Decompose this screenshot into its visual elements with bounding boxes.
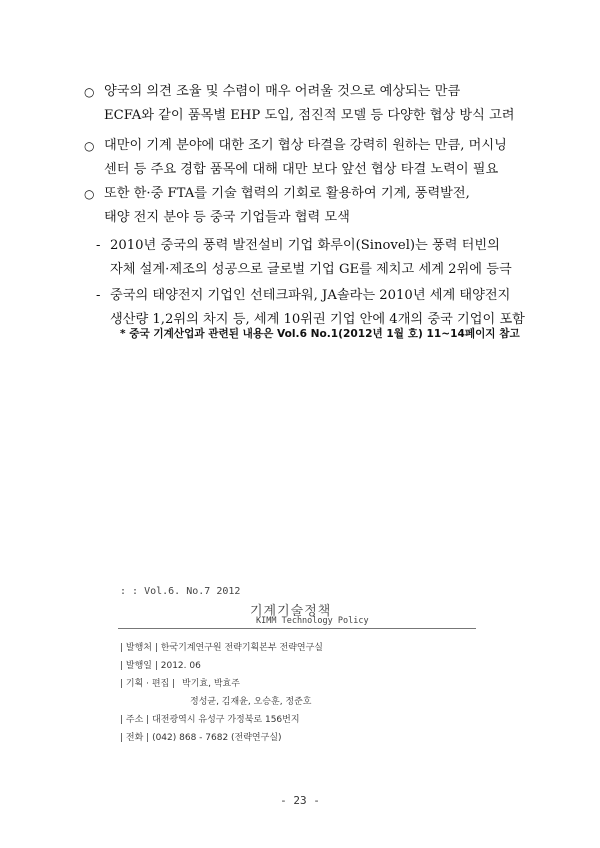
bullet-item <box>84 80 534 128</box>
publisher-value: 한국기계연구원 전략기획본부 전략연구실 <box>160 643 323 653</box>
bullet-text-line: 또한 한·중 FTA를 기술 협력의 기회로 활용하여 기계, 풍력발전, <box>104 186 470 201</box>
date-value: 2012. 06 <box>160 661 201 671</box>
reference-note: * 중국 기계산업과 관련된 내용은 Vol.6 No.1(2012년 1월 호) 11~14페이지 참고 <box>120 328 520 340</box>
editors-label: | 기획 · 편집 | <box>120 679 176 689</box>
circle-bullet-icon: ○ <box>84 85 95 99</box>
sub-text-line: 2010년 중국의 풍력 발전설비 기업 화루이(Sinovel)는 풍력 터빈의 <box>110 238 500 253</box>
date-row <box>120 658 201 671</box>
phone-label: | 전화 | <box>120 733 150 743</box>
sub-text-line: 중국의 태양전지 기업인 선테크파워, JA솔라는 2010년 세계 태양전지 <box>110 288 511 303</box>
publication-title: 기계기술정책 <box>250 604 332 619</box>
sub-list-item <box>96 284 536 332</box>
phone-value: (042) 868 - 7682 (전략연구실) <box>152 733 282 743</box>
address-value: 대전광역시 유성구 가정북로 156번지 <box>152 715 300 725</box>
bullet-text-line: 대만이 기계 분야에 대한 조기 협상 타결을 강력히 원하는 만큼, 머시닝 <box>104 138 507 153</box>
circle-bullet-icon: ○ <box>84 139 95 153</box>
sub-text-line: 생산량 1,2위의 차지 등, 세계 10위권 기업 안에 4개의 중국 기업이 포함 <box>110 312 525 327</box>
address-label: | 주소 | <box>120 715 150 725</box>
bullet-text-line: 센터 등 주요 경합 품목에 대해 대만 보다 앞선 협상 타결 노력이 필요 <box>104 162 499 177</box>
bullet-text-line: ECFA와 같이 품목별 EHP 도입, 점진적 모델 등 다양한 협상 방식 고려 <box>104 108 515 123</box>
dash-bullet: - <box>96 238 101 253</box>
publication-subtitle: KIMM Technology Policy <box>256 616 369 626</box>
phone-row <box>120 730 282 743</box>
dash-bullet: - <box>96 288 101 303</box>
editors-row-2 <box>190 694 312 707</box>
date-label: | 발행일 | <box>120 661 158 671</box>
bullet-item <box>84 182 534 230</box>
footer-divider <box>118 628 476 629</box>
sub-text-line: 자체 설계·제조의 성공으로 글로벌 기업 GE를 제치고 세계 2위에 등극 <box>110 262 512 277</box>
page-number: - 23 - <box>280 794 320 807</box>
volume-label: : : Vol.6. No.7 2012 <box>120 586 241 597</box>
publisher-label: | 발행처 | <box>120 643 158 653</box>
editors-value: 정성균, 김재윤, 오승훈, 정준호 <box>190 697 312 707</box>
address-row <box>120 712 300 725</box>
editors-row <box>120 676 240 689</box>
editors-value: 박기효, 박효주 <box>182 679 240 689</box>
bullet-item <box>84 134 534 182</box>
sub-list-item <box>96 234 536 282</box>
publisher-row <box>120 640 323 653</box>
bullet-text-line: 태양 전지 분야 등 중국 기업들과 협력 모색 <box>104 210 350 225</box>
bullet-text-line: 양국의 의견 조율 및 수렴이 매우 어려울 것으로 예상되는 만큼 <box>104 84 461 99</box>
circle-bullet-icon: ○ <box>84 187 95 201</box>
